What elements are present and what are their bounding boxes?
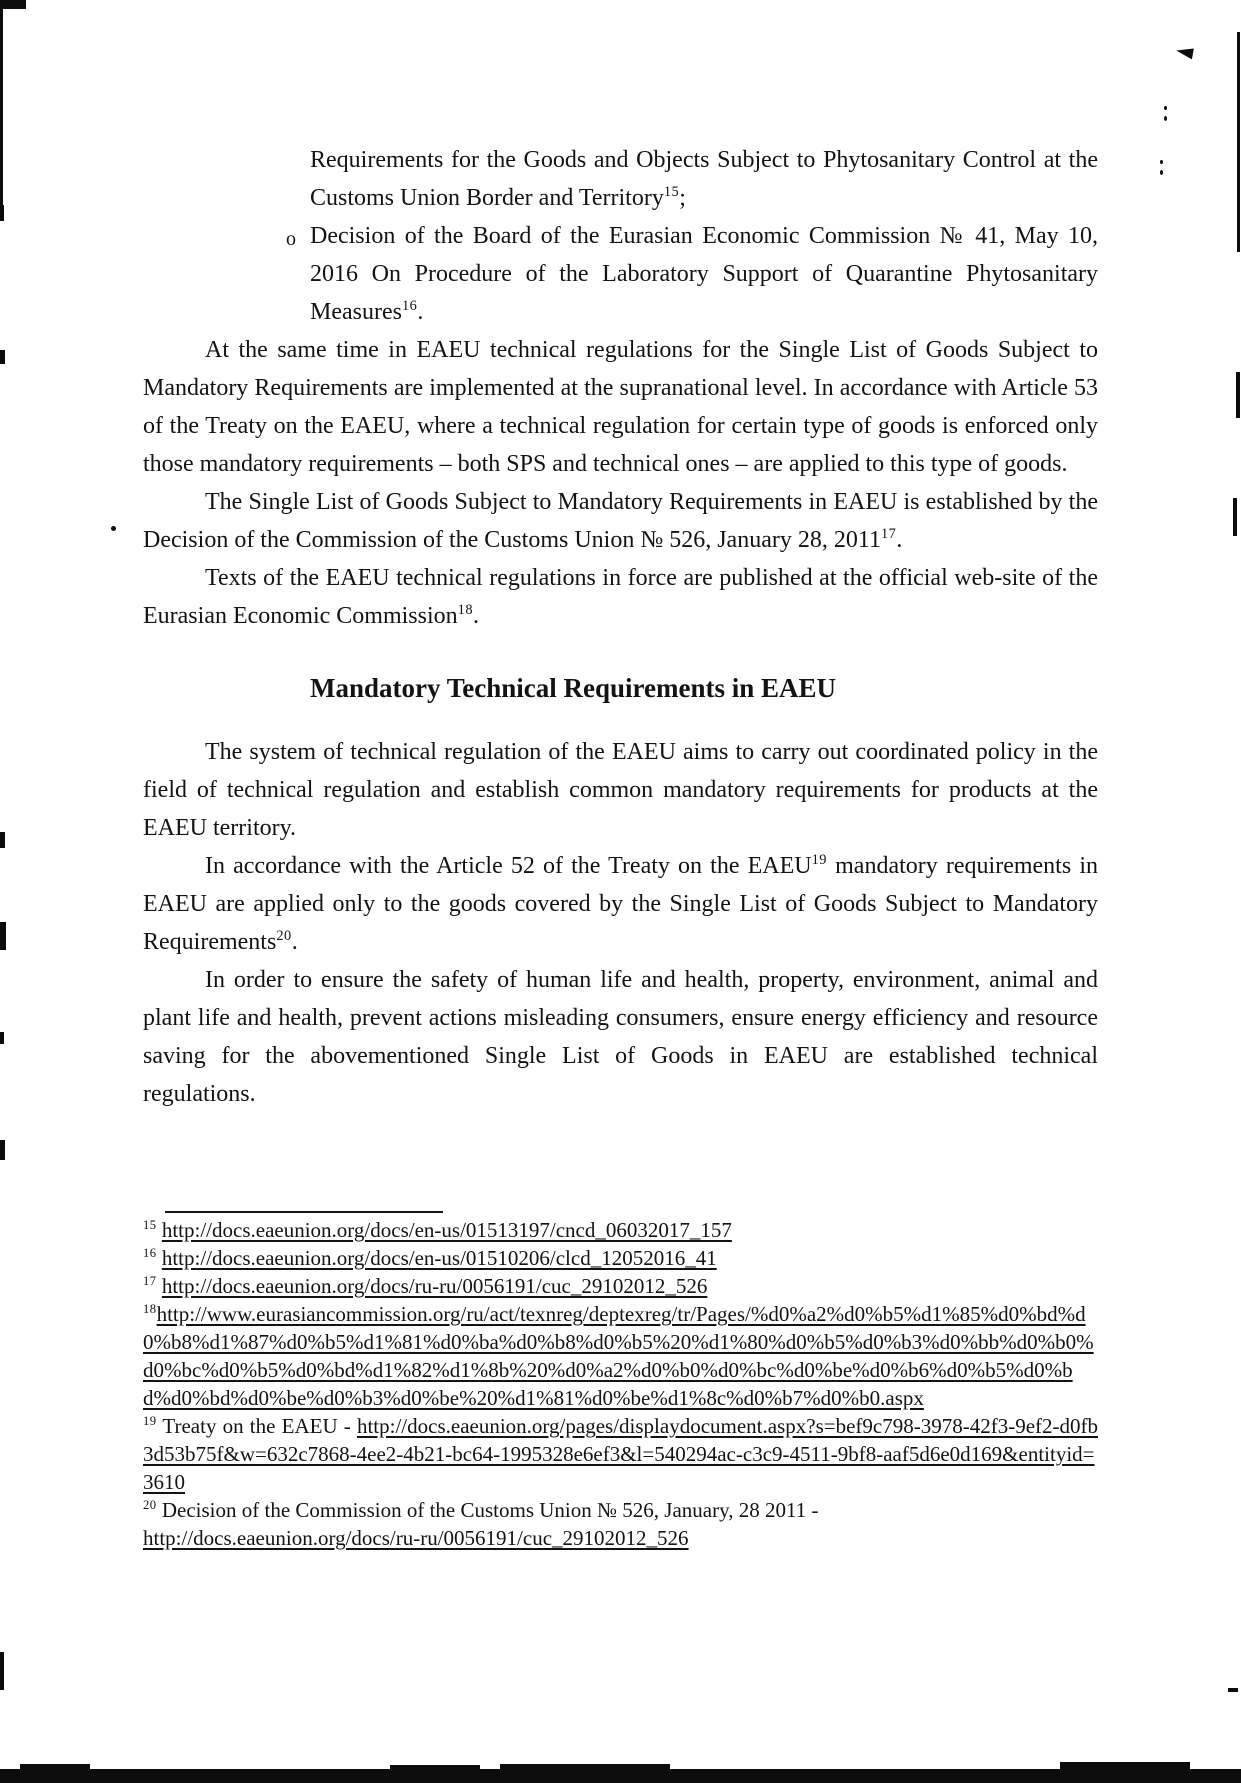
paragraph-text: Texts of the EAEU technical regulations in force are published at the official web-site of the Eurasian Economic Commission [143,565,1098,629]
paragraph [143,847,1098,961]
paragraph [143,483,1098,559]
footnote-superscript-ref: 15 [143,1218,157,1232]
paragraphs-bottom [143,733,1098,1113]
scan-artifact [1236,372,1240,418]
footnote-item [143,1496,1098,1552]
footnote-item [143,1300,1098,1412]
footnote-separator [165,1211,443,1213]
paragraph-text: In accordance with the Article 52 of the Treaty on the EAEU [205,853,812,879]
list-item [143,217,1098,331]
scan-artifact [0,922,6,950]
scan-speck [1164,106,1167,110]
paragraph-text: . [291,929,298,955]
list-item-superscript-ref: 15 [663,184,680,200]
paragraph-text: At the same time in EAEU technical regulations for the Single List of Goods Subject to Mandatory Requirements are implemented at the supranational level. In accordance with Article 53 of the Treaty on the EAEU, where a technical regulation for certain type of goods is enforced only those mandatory requirements – both SPS and technical ones – are applied to this type of goods. [143,337,1098,477]
paragraph-text: . [896,527,903,553]
document-body [143,141,1098,1113]
scan-edge-line [0,0,3,210]
paragraphs-top [143,331,1098,635]
paragraph-superscript-ref: 19 [811,852,827,868]
scan-artifact [0,205,4,221]
paragraph-superscript-ref: 17 [880,526,897,542]
footnote-item [143,1272,1098,1300]
list-item [143,141,1098,217]
paragraph-text: . [473,603,480,629]
scan-speck [111,526,116,531]
scan-artifact [0,832,5,848]
footnote-item [143,1244,1098,1272]
scan-speck [1160,170,1163,175]
paragraph-superscript-ref: 20 [276,928,292,944]
footnote-item [143,1412,1098,1496]
footnote-list [143,1216,1098,1552]
page-bottom-scan-bar [0,1769,1241,1783]
section-heading: Mandatory Technical Requirements in EAEU [309,673,837,703]
footnote-url: http://docs.eaeunion.org/pages/displaydocument.aspx?s=bef9c798-3978-42f3-9ef2-d0fb3d53b75f&w=632c7868-4ee2-4b21-bc64-1995328e6ef3&l=540294ac-c3c9-4511-9bf8-aaf5d6e0d169&entityid=3610 [143,1414,1098,1494]
paragraph [143,331,1098,483]
list-item-superscript-ref: 16 [401,298,418,314]
footnote-superscript-ref: 17 [143,1274,157,1288]
footnote-url: http://docs.eaeunion.org/docs/ru-ru/0056191/cuc_29102012_526 [143,1526,689,1550]
footnotes-section [143,1211,1098,1552]
paragraph-text: mandatory requirements in EAEU are applied only to the goods covered by the Single List of Goods Subject to Mandatory Requirements [143,853,1098,955]
scan-artifact [0,1140,5,1160]
footnote-superscript-ref: 19 [143,1414,157,1428]
paragraph-text: The Single List of Goods Subject to Mandatory Requirements in EAEU is established by the Decision of the Commission of the Customs Union № 526, January 28, 2011 [143,489,1098,553]
scan-edge-line [1237,32,1240,252]
list-item-text: ; [679,185,686,211]
paragraph [143,559,1098,635]
scan-artifact [1233,498,1237,536]
footnote-url: http://docs.eaeunion.org/docs/en-us/01510206/clcd_12052016_41 [161,1246,717,1270]
scan-artifact [0,0,26,9]
paragraph-text: The system of technical regulation of the EAEU aims to carry out coordinated policy in the field of technical regulation and establish common mandatory requirements for products at the EAEU territory. [143,739,1098,841]
footnote-url: http://docs.eaeunion.org/docs/en-us/01513197/cncd_06032017_157 [161,1218,732,1242]
footnote-item [143,1216,1098,1244]
scan-artifact [0,1032,4,1044]
footnote-url: http://www.eurasiancommission.org/ru/act/texnreg/deptexreg/tr/Pages/%d0%a2%d0%b5%d1%85%d0%bd%d0%b8%d1%87%d0%b5%d1%81%d0%ba%d0%b8%d0%b5%20%d1%80%d0%b5%d0%b3%d0%bb%d0%b0%d0%bc%d0%b5%d0%bd%d1%82%d1%8b%20%d0%a2%d0%b0%d0%bc%d0%be%d0%b6%d0%b5%d0%bd%d0%bd%d0%be%d0%b3%d0%be%20%d1%81%d0%be%d1%8c%d0%b7%d0%b0.aspx [143,1302,1094,1410]
paragraph-superscript-ref: 18 [457,602,474,618]
list-bullet-marker: o [286,228,296,250]
scan-arrow-mark [1175,46,1194,60]
scan-artifact [0,350,5,364]
list-item-text: . [417,299,424,325]
list-item-text: Requirements for the Goods and Objects Subject to Phytosanitary Control at the Customs Union Border and Territory [310,147,1098,211]
scan-speck [1164,116,1167,121]
scan-artifact [1228,1688,1238,1692]
footnote-superscript-ref: 20 [143,1498,157,1512]
list-item-text: Decision of the Board of the Eurasian Economic Commission № 41, May 10, 2016 On Procedure of the Laboratory Support of Quarantine Phytosanitary Measures [310,223,1098,325]
footnote-superscript-ref: 18 [143,1302,157,1316]
paragraph [143,961,1098,1113]
paragraph-text: In order to ensure the safety of human life and health, property, environment, animal and plant life and health, prevent actions misleading consumers, ensure energy efficiency and resource saving for the abovementioned Single List of Goods in EAEU are established technical regulations. [143,967,1098,1107]
scan-artifact [0,1652,4,1690]
footnote-superscript-ref: 16 [143,1246,157,1260]
footnote-text: Decision of the Commission of the Customs Union № 526, January, 28 2011 - [156,1498,819,1522]
footnote-text: Treaty on the EAEU - [156,1414,357,1438]
footnote-url: http://docs.eaeunion.org/docs/ru-ru/0056191/cuc_29102012_526 [161,1274,708,1298]
scan-speck [1160,160,1163,164]
paragraph [143,733,1098,847]
bullet-list [143,141,1098,331]
